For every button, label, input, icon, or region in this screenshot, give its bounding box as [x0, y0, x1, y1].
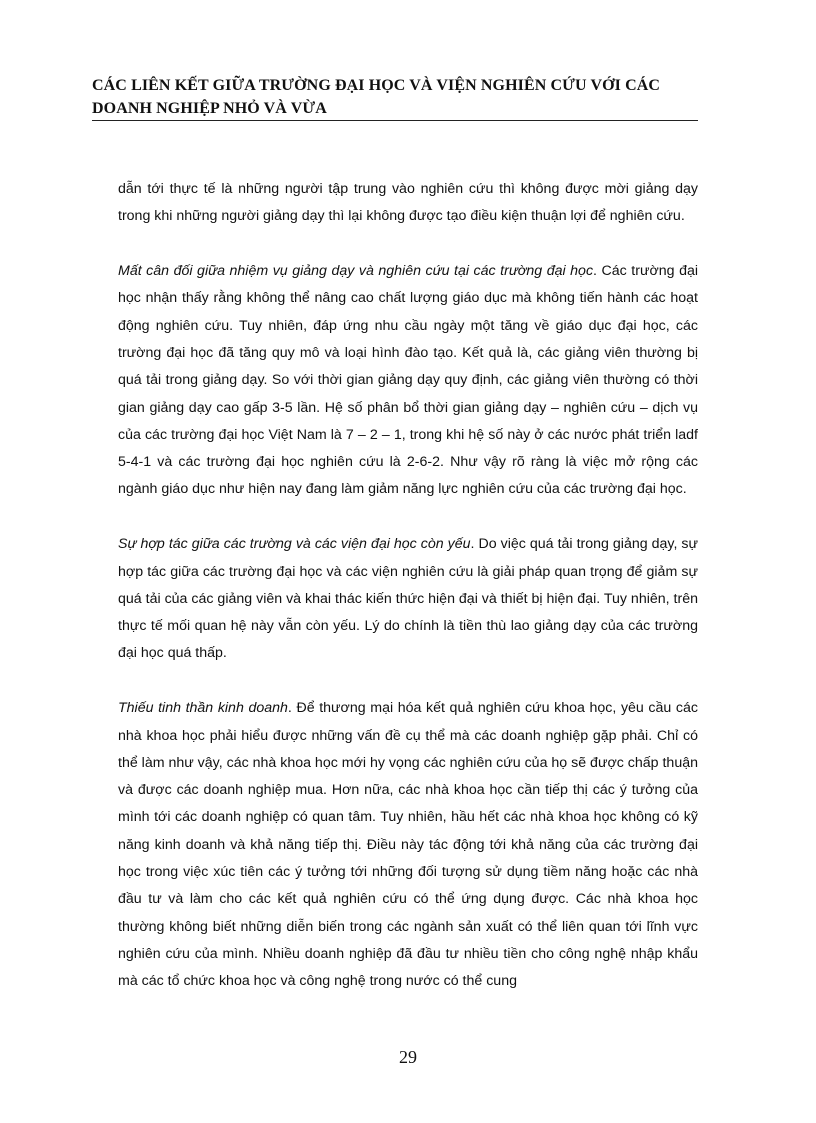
- paragraph-2-heading: Mất cân đối giữa nhiệm vụ giảng dạy và nghiên cứu tại các trường đại học: [118, 263, 594, 280]
- paragraph-2: [118, 258, 698, 504]
- paragraph-4: [118, 695, 698, 995]
- paragraph-3-heading: Sự hợp tác giữa các trường và các viện đại học còn yếu: [118, 536, 471, 553]
- paragraph-3: [118, 531, 698, 667]
- paragraph-1: [118, 176, 698, 231]
- paragraph-3-text: . Do việc quá tải trong giảng dạy, sự hợp tác giữa các trường đại học và các viện nghiên cứu là giải pháp quan trọng để giảm sự quá tải của các giảng viên và khai thác kiến thức hiện đại và thiết bị hiện đại. Tuy nhiên, trên thực tế mối quan hệ này vẫn còn yếu. Lý do chính là tiền thù lao giảng dạy của các trường đại học quá thấp.: [118, 536, 699, 662]
- running-header-line-2: DOANH NGHIỆP NHỎ VÀ VỪA: [92, 100, 327, 117]
- header-divider: [92, 120, 698, 121]
- paragraph-4-text: . Để thương mại hóa kết quả nghiên cứu khoa học, yêu cầu các nhà khoa học phải hiểu được những vấn đề cụ thể mà các doanh nghiệp gặp phải. Chỉ có thể làm như vậy, các nhà khoa học mới hy vọng các nghiên cứu của họ sẽ được chấp thuận và được các doanh nghiệp mua. Hơn nữa, các nhà khoa học cần tiếp thị các ý tưởng của mình tới các doanh nghiệp có quan tâm. Tuy nhiên, hầu hết các nhà khoa học không có kỹ năng kinh doanh và khả năng tiếp thị. Điều này tác động tới khả năng của các trường đại học trong việc xúc tiên các ý tưởng tới những đối tượng sử dụng tiềm năng hoặc các nhà đầu tư và làm cho các kết quả nghiên cứu có thể ứng dụng được. Các nhà khoa học thường không biết những diễn biến trong các ngành sản xuất có thể liên quan tới lĩnh vực nghiên cứu của mình. Nhiều doanh nghiệp đã đầu tư nhiều tiền cho công nghệ nhập khẩu mà các tổ chức khoa học và công nghệ trong nước có thể cung: [118, 700, 699, 990]
- running-header-line-1: CÁC LIÊN KẾT GIỮA TRƯỜNG ĐẠI HỌC VÀ VIỆN NGHIÊN CỨU VỚI CÁC: [92, 77, 661, 94]
- paragraph-1-text: dẫn tới thực tế là những người tập trung vào nghiên cứu thì không được mời giảng dạy trong khi những người giảng dạy thì lại không được tạo điều kiện thuận lợi để nghiên cứu.: [118, 181, 698, 225]
- body-text: [118, 176, 698, 1023]
- page-number: 29: [399, 1047, 417, 1067]
- paragraph-4-heading: Thiếu tinh thần kinh doanh: [118, 700, 288, 717]
- paragraph-2-text: . Các trường đại học nhận thấy rằng không thể nâng cao chất lượng giáo dục mà không tiến hành các hoạt động nghiên cứu. Tuy nhiên, đáp ứng nhu cầu ngày một tăng về giáo dục đại học, các trường đại học đã tăng quy mô và loại hình đào tạo. Kết quả là, các giảng viên thường bị quá tải trong giảng dạy. So với thời gian giảng dạy quy định, các giảng viên thường có thời gian giảng dạy cao gấp 3-5 lần. Hệ số phân bổ thời gian giảng dạy – nghiên cứu – dịch vụ của các trường đại học Việt Nam là 7 – 2 – 1, trong khi hệ số này ở các nước phát triển ladf 5-4-1 và các trường đại học nghiên cứu là 2-6-2. Như vậy rõ ràng là việc mở rộng các ngành giáo dục như hiện nay đang làm giảm năng lực nghiên cứu của các trường đại học.: [118, 263, 698, 498]
- running-header: [92, 74, 697, 120]
